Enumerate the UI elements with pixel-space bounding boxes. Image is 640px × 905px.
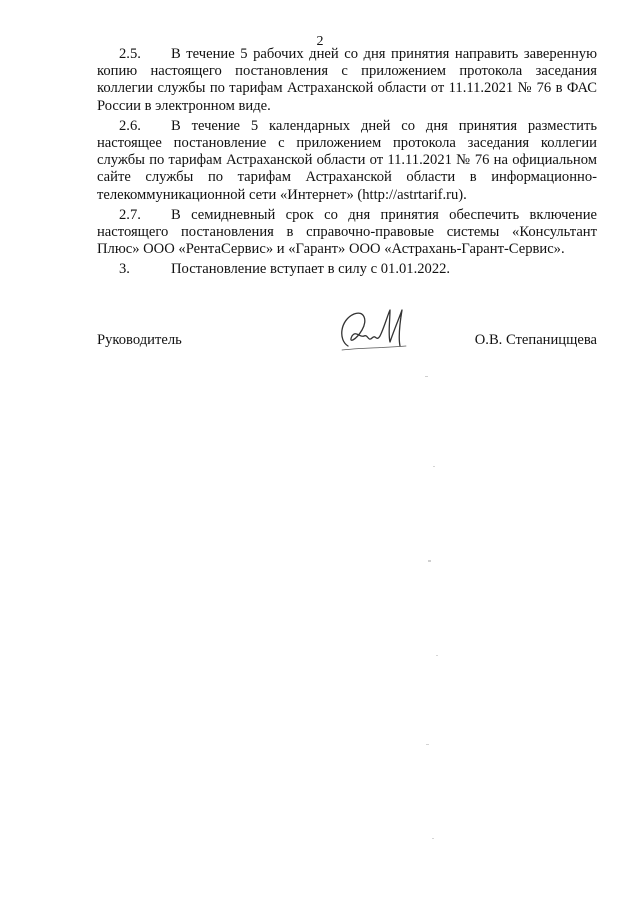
paragraph-number: 3. [119, 261, 130, 278]
scan-speck [436, 655, 438, 656]
page-number: 2 [316, 34, 324, 49]
paragraph-3 [97, 261, 597, 278]
signature-block [97, 330, 597, 354]
paragraph-2-6 [97, 118, 597, 204]
paragraph-2-5 [97, 46, 597, 115]
paragraph-number: 2.6. [119, 117, 141, 134]
scan-speck [433, 466, 435, 467]
signatory-title: Руководитель [97, 332, 182, 348]
document-body [97, 46, 597, 282]
scan-speck [426, 744, 429, 745]
paragraph-text: В течение 5 календарных дней со дня принятия разместить настоящее постановление с приложением протокола заседания коллегии службы по тарифам Астраханской области от 11.11.2021 № 76 на официальном сайте службы по тарифам Астраханской области в информационно-телекоммуникационной сети «Интернет» (http://astrtarif.ru). [97, 117, 597, 203]
paragraph-text: В течение 5 рабочих дней со дня принятия направить заверенную копию настоящего постановления с приложением протокола заседания коллегии службы по тарифам Астраханской области от 11.11.2021 № 76 в ФАС России в электронном виде. [97, 46, 597, 114]
scan-speck [432, 838, 434, 839]
scan-speck [425, 376, 428, 377]
paragraph-2-7 [97, 207, 597, 259]
signatory-name: О.В. Степаницщева [474, 332, 597, 348]
paragraph-number: 2.5. [119, 46, 141, 62]
handwritten-signature [334, 306, 412, 354]
paragraph-text: В семидневный срок со дня принятия обеспечить включение настоящего постановления в справочно-правовые системы «Консультант Плюс» ООО «РентаСервис» и «Гарант» ООО «Астрахань-Гарант-Сервис». [97, 206, 597, 258]
paragraph-number: 2.7. [119, 206, 141, 223]
scan-speck [428, 560, 431, 562]
paragraph-text: Постановление вступает в силу с 01.01.2022. [171, 261, 451, 278]
